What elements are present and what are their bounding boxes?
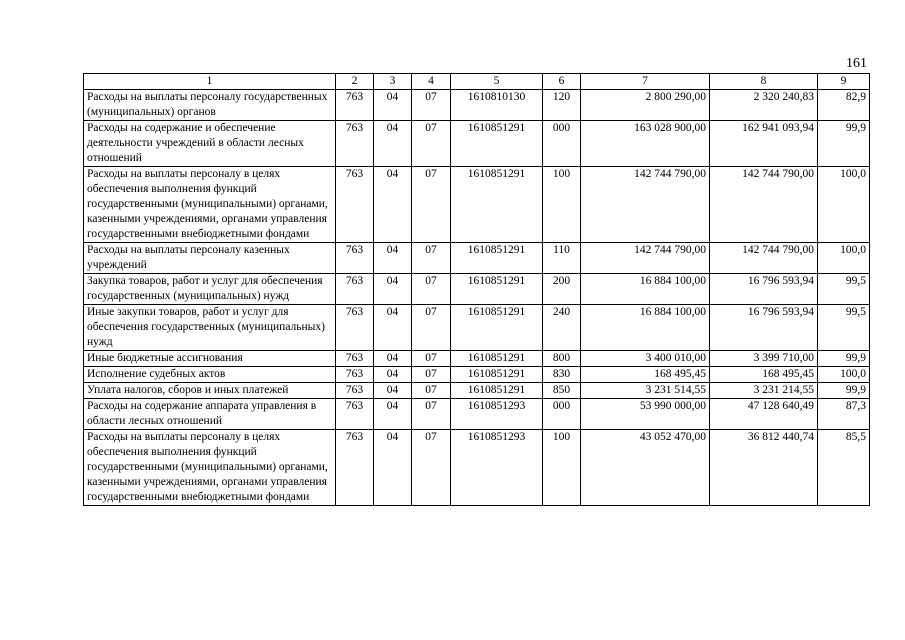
cell-chapter: 763 — [336, 167, 374, 243]
cell-expense-type: 000 — [543, 121, 581, 167]
cell-name: Уплата налогов, сборов и иных платежей — [84, 383, 336, 399]
cell-section: 04 — [374, 274, 412, 305]
cell-planned: 16 884 100,00 — [581, 274, 710, 305]
cell-executed: 16 796 593,94 — [710, 274, 818, 305]
cell-executed: 16 796 593,94 — [710, 305, 818, 351]
cell-section: 04 — [374, 90, 412, 121]
header-col-1: 1 — [84, 74, 336, 90]
cell-executed: 36 812 440,74 — [710, 430, 818, 506]
cell-percent: 99,5 — [818, 274, 870, 305]
cell-chapter: 763 — [336, 305, 374, 351]
cell-target-article: 1610851291 — [451, 243, 543, 274]
cell-planned: 53 990 000,00 — [581, 399, 710, 430]
cell-percent: 85,5 — [818, 430, 870, 506]
cell-name: Расходы на содержание аппарата управления в области лесных отношений — [84, 399, 336, 430]
cell-planned: 163 028 900,00 — [581, 121, 710, 167]
table-row — [84, 274, 870, 305]
cell-percent: 87,3 — [818, 399, 870, 430]
cell-name: Иные бюджетные ассигнования — [84, 351, 336, 367]
cell-name: Исполнение судебных актов — [84, 367, 336, 383]
cell-planned: 3 231 514,55 — [581, 383, 710, 399]
budget-table — [83, 73, 870, 506]
cell-chapter: 763 — [336, 243, 374, 274]
cell-chapter: 763 — [336, 121, 374, 167]
cell-name: Иные закупки товаров, работ и услуг для обеспечения государственных (муниципальных) нужд — [84, 305, 336, 351]
cell-expense-type: 110 — [543, 243, 581, 274]
cell-expense-type: 200 — [543, 274, 581, 305]
cell-percent: 100,0 — [818, 367, 870, 383]
cell-target-article: 1610851293 — [451, 399, 543, 430]
cell-chapter: 763 — [336, 383, 374, 399]
cell-planned: 142 744 790,00 — [581, 243, 710, 274]
cell-planned: 43 052 470,00 — [581, 430, 710, 506]
cell-executed: 3 231 214,55 — [710, 383, 818, 399]
header-col-8: 8 — [710, 74, 818, 90]
cell-executed: 142 744 790,00 — [710, 243, 818, 274]
cell-chapter: 763 — [336, 90, 374, 121]
cell-expense-type: 100 — [543, 167, 581, 243]
table-row — [84, 351, 870, 367]
cell-chapter: 763 — [336, 351, 374, 367]
cell-executed: 142 744 790,00 — [710, 167, 818, 243]
cell-expense-type: 850 — [543, 383, 581, 399]
cell-expense-type: 000 — [543, 399, 581, 430]
cell-subsection: 07 — [412, 243, 451, 274]
cell-target-article: 1610851291 — [451, 274, 543, 305]
cell-subsection: 07 — [412, 167, 451, 243]
cell-executed: 3 399 710,00 — [710, 351, 818, 367]
cell-section: 04 — [374, 430, 412, 506]
cell-name: Закупка товаров, работ и услуг для обеспечения государственных (муниципальных) нужд — [84, 274, 336, 305]
table-row — [84, 430, 870, 506]
cell-name: Расходы на содержание и обеспечение деятельности учреждений в области лесных отношений — [84, 121, 336, 167]
cell-section: 04 — [374, 167, 412, 243]
cell-planned: 3 400 010,00 — [581, 351, 710, 367]
cell-executed: 2 320 240,83 — [710, 90, 818, 121]
header-row — [84, 74, 870, 90]
cell-subsection: 07 — [412, 121, 451, 167]
cell-section: 04 — [374, 121, 412, 167]
page-number: 161 — [846, 56, 867, 71]
cell-chapter: 763 — [336, 367, 374, 383]
table-row — [84, 167, 870, 243]
cell-subsection: 07 — [412, 367, 451, 383]
table-row — [84, 367, 870, 383]
cell-expense-type: 830 — [543, 367, 581, 383]
cell-percent: 99,9 — [818, 121, 870, 167]
cell-target-article: 1610851293 — [451, 430, 543, 506]
table-row — [84, 243, 870, 274]
cell-planned: 16 884 100,00 — [581, 305, 710, 351]
cell-subsection: 07 — [412, 399, 451, 430]
table-row — [84, 305, 870, 351]
cell-planned: 168 495,45 — [581, 367, 710, 383]
cell-subsection: 07 — [412, 305, 451, 351]
cell-subsection: 07 — [412, 90, 451, 121]
header-col-5: 5 — [451, 74, 543, 90]
cell-percent: 99,5 — [818, 305, 870, 351]
cell-percent: 82,9 — [818, 90, 870, 121]
header-col-2: 2 — [336, 74, 374, 90]
cell-chapter: 763 — [336, 274, 374, 305]
cell-percent: 100,0 — [818, 167, 870, 243]
cell-section: 04 — [374, 399, 412, 430]
cell-section: 04 — [374, 351, 412, 367]
header-col-7: 7 — [581, 74, 710, 90]
cell-percent: 100,0 — [818, 243, 870, 274]
cell-chapter: 763 — [336, 399, 374, 430]
cell-target-article: 1610851291 — [451, 367, 543, 383]
cell-target-article: 1610810130 — [451, 90, 543, 121]
cell-target-article: 1610851291 — [451, 383, 543, 399]
cell-section: 04 — [374, 383, 412, 399]
cell-subsection: 07 — [412, 351, 451, 367]
table-row — [84, 121, 870, 167]
header-col-4: 4 — [412, 74, 451, 90]
table-row — [84, 383, 870, 399]
cell-target-article: 1610851291 — [451, 351, 543, 367]
header-col-3: 3 — [374, 74, 412, 90]
cell-planned: 2 800 290,00 — [581, 90, 710, 121]
cell-section: 04 — [374, 367, 412, 383]
cell-expense-type: 800 — [543, 351, 581, 367]
cell-target-article: 1610851291 — [451, 305, 543, 351]
cell-percent: 99,9 — [818, 383, 870, 399]
cell-percent: 99,9 — [818, 351, 870, 367]
cell-chapter: 763 — [336, 430, 374, 506]
cell-name: Расходы на выплаты персоналу в целях обеспечения выполнения функций государственными (муниципальными) органами, казенными учреждениями, органами управления государственными внебюджетными фондами — [84, 167, 336, 243]
cell-name: Расходы на выплаты персоналу в целях обеспечения выполнения функций государственными (муниципальными) органами, казенными учреждениями, органами управления государственными внебюджетными фондами — [84, 430, 336, 506]
cell-target-article: 1610851291 — [451, 167, 543, 243]
cell-executed: 47 128 640,49 — [710, 399, 818, 430]
cell-subsection: 07 — [412, 430, 451, 506]
cell-expense-type: 100 — [543, 430, 581, 506]
cell-target-article: 1610851291 — [451, 121, 543, 167]
cell-subsection: 07 — [412, 274, 451, 305]
cell-planned: 142 744 790,00 — [581, 167, 710, 243]
cell-subsection: 07 — [412, 383, 451, 399]
cell-section: 04 — [374, 305, 412, 351]
cell-executed: 162 941 093,94 — [710, 121, 818, 167]
table-row — [84, 90, 870, 121]
header-col-6: 6 — [543, 74, 581, 90]
cell-name: Расходы на выплаты персоналу государственных (муниципальных) органов — [84, 90, 336, 121]
table-row — [84, 399, 870, 430]
cell-section: 04 — [374, 243, 412, 274]
cell-executed: 168 495,45 — [710, 367, 818, 383]
cell-name: Расходы на выплаты персоналу казенных учреждений — [84, 243, 336, 274]
header-col-9: 9 — [818, 74, 870, 90]
cell-expense-type: 120 — [543, 90, 581, 121]
cell-expense-type: 240 — [543, 305, 581, 351]
